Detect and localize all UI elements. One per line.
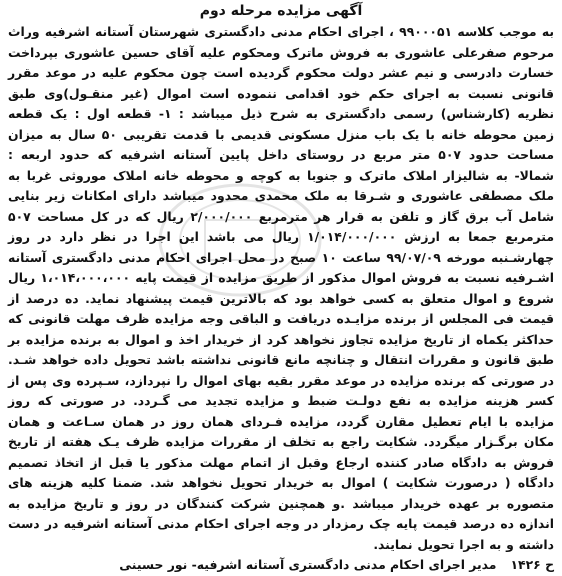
notice-title: آگهی مزایده مرحله دوم: [199, 3, 363, 19]
footer-code: ح ۱۴۲۶: [510, 557, 554, 572]
notice-footer: [6, 555, 556, 575]
footer-signature: مدیر اجرای احکام مدنی دادگستری آستانه اشرفیه- نور حسینی: [119, 557, 497, 572]
notice-body: به موجب کلاسه ۹۹۰۰۰۵۱ ، اجرای احکام مدنی دادگستری شهرستان آستانه اشرفیه وراث مرحوم صفرعلی عاشوری به فروش ماترک ومحکوم علیه آقای حسین عاشوری بپرداخت خسارت دادرسی و نیم عشر دولت محکوم گردیده است چون محکوم علیه در موعد مقرر قانونی نسبت به اجرای حکم خود اقدامی ننموده است اموال (غیر منقـول)وی طبق نظریه (کارشناس) رسمی دادگستری به شرح ذیل میباشد : ۱- قطعه اول : یک قطعه زمین محوطه خانه با یک باب منزل مسکونی قدیمی با قدمت تقریبی ۵۰ سال به میزان مساحت حدود ۵۰۷ متر مربع در روستای داخل پایین آستانه اشرفیه که حدود اربعه : شمالا- به شالیزار املاک ماترک و جنوبا به کوچه و محوطه خانه املاک موروثی غربا به ملک مصطفی عاشوری و شـرقا به ملک محمدی محدود میباشد دارای امکانات زیر بنایی شامل آب برق گاز و تلفن به قرار هر مترمربع ۲/۰۰۰/۰۰۰ ریال که در کل مساحت ۵۰۷ مترمربع جمعا به ارزش ۱/۰۱۴/۰۰۰/۰۰۰ ریال می باشد این اجرا در نظر دارد در روز چهارشـنبه مورخه ۹۹/۰۷/۰۹ ساعت ۱۰ صبح در محل اجرای احکام مدنی دادگستری آستانه اشـرفیه نسبت به فروش اموال مذکور از طریق مزایده از قیمت پایه ۱،۰۱۴،۰۰۰،۰۰۰ ریال شروع و اموال متعلق به کسی خواهد بود که بالاترین قیمت پیشنهاد نماید. ده درصد از قیمت فی المجلس از برنده مزایـده دریافت و الباقی وجه مزایده ظرف مهلت قانونی که حداکثر یکماه از تاریخ مزایده تجاوز نخواهد کرد از خریدار اخذ و اموال به برنده مزایده بر طبق قانون و مقررات انتقال و چنانچه مانع قانونی نداشته باشد تحویل داده خواهد شـد. در صورتی که برنده مزایده در موعد مقرر بقیه بهای اموال را نپردازد، سـپرده وی پس از کسر هزینه مزایده به نفع دولـت ضبط و مزایده تجدید می گـردد. در صورتی که روز مزایده با ایام تعطیل مقارن گردد، مزایده فـردای همان روز در همان سـاعت و همان مکان برگـزار میگردد. شکایت راجع به تخلف از مقررات مزایده ظرف یـک هفته از تاریخ فروش به دادگاه صادر کننده ارجاع وقبل از اتمام مهلت مذکور یا قبل از اتخاذ تصمیم دادگاه ( درصورت شکایت ) اموال به خریدار تحویل نخواهد شد. ضمنا کلیه هزینه های متصوره بر عهده خریدار میباشد .و همچنین شرکت کنندگان در روز و تاریخ مزایده به اندازه ده درصد قیمت پایه چک رمزدار در وجه اجرای احکام مدنی آستانه اشرفیه در دست داشته و به اجرا تحویل نمایند.: [8, 24, 555, 552]
auction-notice: [6, 0, 556, 576]
